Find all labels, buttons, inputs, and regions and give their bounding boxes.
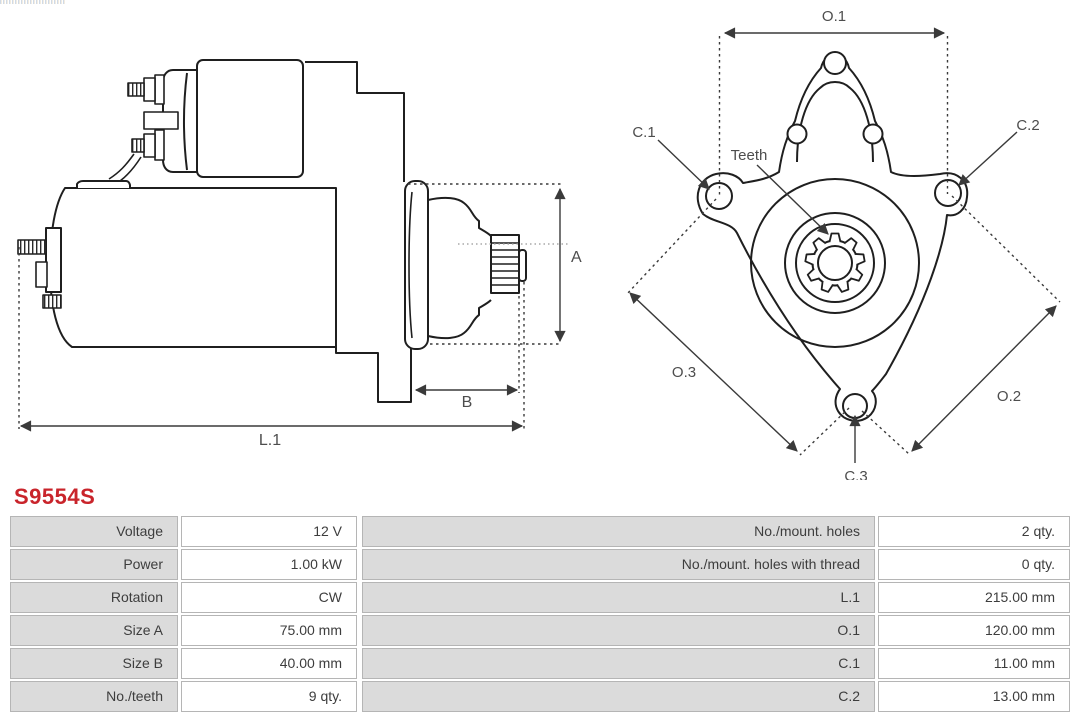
part-number: S9554S xyxy=(14,484,96,509)
spec-table xyxy=(10,516,1070,714)
teeth-label: Teeth xyxy=(730,147,768,164)
spec-value-cell: 120.00 mm xyxy=(878,615,1070,646)
spec-value-cell: 75.00 mm xyxy=(181,615,357,646)
table-row xyxy=(10,582,1070,613)
table-row xyxy=(10,549,1070,580)
spec-label-cell: C.2 xyxy=(362,681,875,712)
dim-label-l1: L.1 xyxy=(258,432,282,449)
spec-label-cell: Power xyxy=(10,549,178,580)
spec-label-cell: No./teeth xyxy=(10,681,178,712)
dim-label-c1: C.1 xyxy=(632,124,656,141)
spec-label-cell: No./mount. holes with thread xyxy=(362,549,875,580)
table-row xyxy=(10,615,1070,646)
dim-label-c2: C.2 xyxy=(1016,117,1040,134)
spec-value-cell: CW xyxy=(181,582,357,613)
dim-label-c3: C.3 xyxy=(844,468,868,480)
spec-value-cell: 0 qty. xyxy=(878,549,1070,580)
spec-label-cell: Voltage xyxy=(10,516,178,547)
spec-label-cell: Rotation xyxy=(10,582,178,613)
table-row xyxy=(10,681,1070,712)
spec-value-cell: 12 V xyxy=(181,516,357,547)
dim-label-o3: O.3 xyxy=(671,364,697,381)
spec-value-cell: 9 qty. xyxy=(181,681,357,712)
spec-label-cell: Size B xyxy=(10,648,178,679)
table-row xyxy=(10,648,1070,679)
dim-label-b: B xyxy=(461,394,473,411)
spec-value-cell: 2 qty. xyxy=(878,516,1070,547)
dim-label-o2: O.2 xyxy=(996,388,1022,405)
spec-value-cell: 40.00 mm xyxy=(181,648,357,679)
dim-label-a: A xyxy=(571,249,582,266)
spec-label-cell: L.1 xyxy=(362,582,875,613)
spec-label-cell: Size A xyxy=(10,615,178,646)
spec-value-cell: 11.00 mm xyxy=(878,648,1070,679)
spec-label-cell: C.1 xyxy=(362,648,875,679)
dim-label-o1: O.1 xyxy=(821,8,847,25)
spec-value-cell: 13.00 mm xyxy=(878,681,1070,712)
spec-value-cell: 215.00 mm xyxy=(878,582,1070,613)
front-view xyxy=(698,52,968,421)
spec-label-cell: No./mount. holes xyxy=(362,516,875,547)
side-view xyxy=(18,60,526,402)
spec-label-cell: O.1 xyxy=(362,615,875,646)
table-row xyxy=(10,516,1070,547)
spec-value-cell: 1.00 kW xyxy=(181,549,357,580)
